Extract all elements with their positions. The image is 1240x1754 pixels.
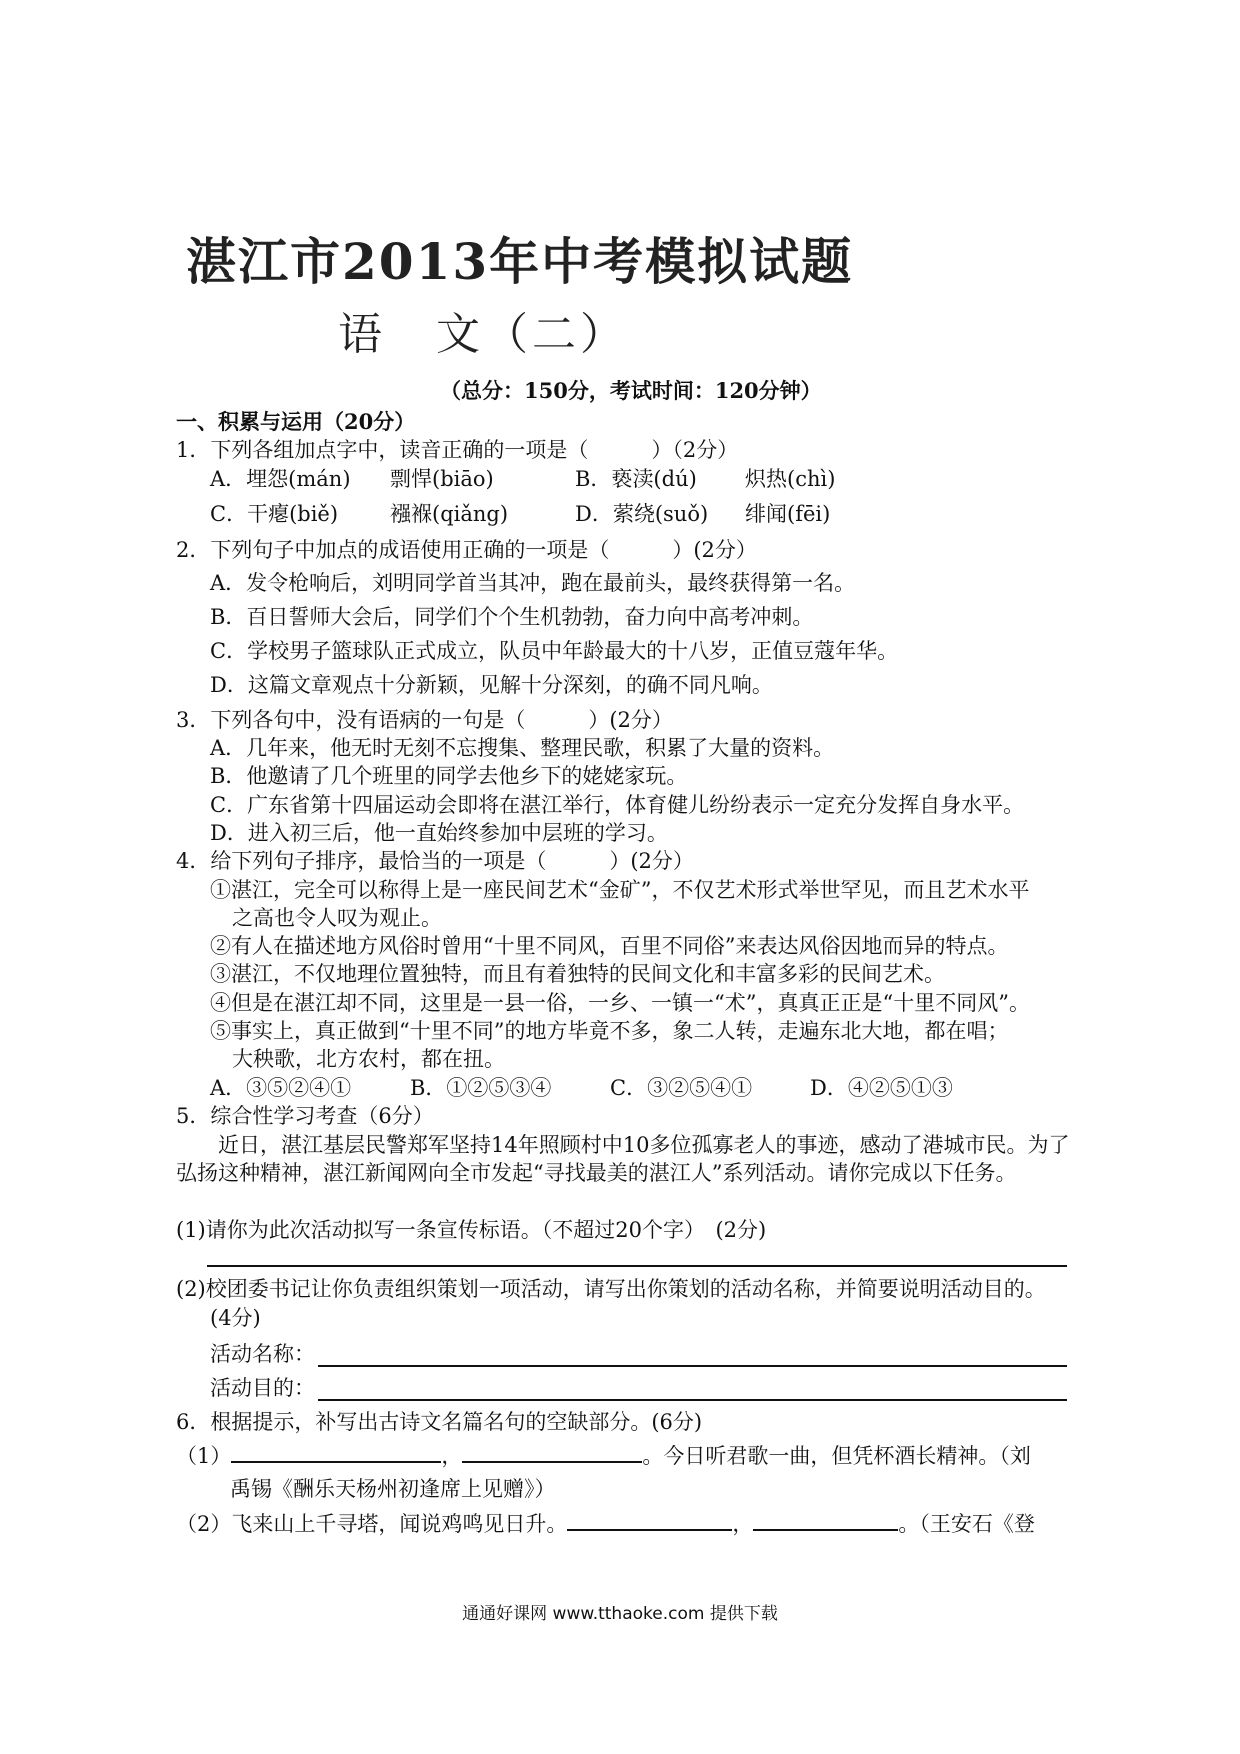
q5-paragraph: 近日，湛江基层民警郑军坚持14年照顾村中10多位孤寡老人的事迹，感动了港城市民。为了弘扬这种精神，湛江新闻网向全市发起“寻找最美的湛江人”系列活动。请你完成以下任务。 [176, 1133, 1070, 1185]
q1-opt-c1: C．干瘪(biě) [210, 502, 339, 526]
q6-item1-cont: 禹锡《酬乐天杨州初逢席上见赠》） [230, 1477, 556, 1501]
q6-item2-blank2[interactable] [753, 1529, 898, 1531]
activity-name-label: 活动名称： [210, 1342, 315, 1366]
exam-meta: （总分：150分，考试时间：120分钟） [440, 378, 822, 403]
q5-sub1-answer-line[interactable] [207, 1265, 1067, 1267]
q4-sentence-1: ①湛江，完全可以称得上是一座民间艺术“金矿”，不仅艺术形式举世罕见，而且艺术水平 [210, 878, 1030, 902]
q5-stem: 5．综合性学习考查（6分） [176, 1104, 434, 1128]
q6-item1-sep: ， [441, 1444, 463, 1468]
q6-item2-tail: 。（王安石《登 [898, 1512, 1035, 1536]
q4-answer-a: A．③⑤②④① [210, 1076, 352, 1100]
q2-stem: 2．下列句子中加点的成语使用正确的一项是（ ）(2分） [176, 538, 757, 562]
q1-stem: 1．下列各组加点字中，读音正确的一项是（ ）（2分） [176, 438, 739, 462]
q4-sentence-4: ④但是在湛江却不同，这里是一县一俗，一乡、一镇一“术”，真真正正是“十里不同风”。 [210, 991, 1030, 1015]
q6-item1 [176, 1442, 1031, 1470]
q2-option-c: C．学校男子篮球队正式成立，队员中年龄最大的十八岁，正值豆蔻年华。 [210, 639, 899, 663]
q4-sentence-5-cont: 大秧歌，北方农村，都在扭。 [232, 1047, 505, 1071]
q1-opt-c2: 襁褓(qiǎng) [390, 502, 509, 526]
q3-option-a: A．几年来，他无时无刻不忘搜集、整理民歌，积累了大量的资料。 [210, 736, 835, 760]
subtitle-part-b: 文（二） [436, 309, 628, 360]
q6-item1-tail: 。今日听君歌一曲，但凭杯酒长精神。（刘 [642, 1444, 1031, 1468]
q1-opt-b2: 炽热(chì) [745, 467, 836, 491]
q6-item2-blank1[interactable] [567, 1529, 732, 1531]
q4-answer-c: C．③②⑤④① [610, 1076, 753, 1100]
q4-answer-b: B．①②⑤③④ [410, 1076, 552, 1100]
q1-row1 [210, 465, 835, 493]
q5-sub2: (2)校团委书记让你负责组织策划一项活动，请写出你策划的活动名称，并简要说明活动目的。 [176, 1277, 1046, 1301]
q4-answers [210, 1074, 953, 1102]
q6-item1-num: （1） [176, 1444, 232, 1468]
exam-subtitle [338, 298, 628, 362]
q1-opt-a2: 剽悍(biāo) [390, 467, 494, 491]
activity-purpose-label: 活动目的： [210, 1376, 315, 1400]
q3-option-c: C．广东省第十四届运动会即将在湛江举行，体育健儿纷纷表示一定充分发挥自身水平。 [210, 793, 1025, 817]
q4-sentence-3: ③湛江，不仅地理位置独特，而且有着独特的民间文化和丰富多彩的民间艺术。 [210, 962, 945, 986]
q6-item1-blank2[interactable] [462, 1461, 642, 1463]
q4-sentence-1-cont: 之高也令人叹为观止。 [232, 906, 442, 930]
subtitle-part-a: 语 [338, 309, 386, 360]
q6-item1-blank1[interactable] [231, 1461, 441, 1463]
q2-option-d: D．这篇文章观点十分新颖，见解十分深刻，的确不同凡响。 [210, 673, 773, 697]
q6-item2 [176, 1510, 1035, 1538]
activity-name-line[interactable] [318, 1365, 1067, 1367]
q3-option-d: D．进入初三后，他一直始终参加中层班的学习。 [210, 821, 668, 845]
q4-sentence-5: ⑤事实上，真正做到“十里不同”的地方毕竟不多，象二人转，走遍东北大地，都在唱； [210, 1019, 1009, 1043]
q2-option-a: A．发令枪响后，刘明同学首当其冲，跑在最前头，最终获得第一名。 [210, 571, 856, 595]
q4-answer-d: D．④②⑤①③ [810, 1076, 953, 1100]
q1-opt-d1: D．萦绕(suǒ) [575, 502, 709, 526]
q4-sentence-2: ②有人在描述地方风俗时曾用“十里不同风，百里不同俗”来表达风俗因地而异的特点。 [210, 934, 1009, 958]
q1-opt-d2: 绯闻(fēi) [745, 502, 831, 526]
section-heading: 一、积累与运用（20分） [176, 409, 416, 434]
page-footer: 通通好课网 www.tthaoke.com 提供下载 [462, 1604, 778, 1624]
q6-item2-sep: ， [732, 1512, 754, 1536]
q4-stem: 4．给下列句子排序，最恰当的一项是（ ）(2分） [176, 849, 694, 873]
q3-option-b: B．他邀请了几个班里的同学去他乡下的姥姥家玩。 [210, 764, 688, 788]
q6-stem: 6．根据提示，补写出古诗文名篇名句的空缺部分。(6分) [176, 1410, 703, 1434]
q1-opt-b1: B．亵渎(dú) [575, 467, 697, 491]
activity-purpose-line[interactable] [318, 1399, 1067, 1401]
q5-sub2-score: (4分) [210, 1306, 261, 1330]
q1-opt-a1: A．埋怨(mán) [210, 467, 351, 491]
q3-stem: 3．下列各句中，没有语病的一句是（ ）(2分） [176, 708, 673, 732]
q6-item2-head: （2）飞来山上千寻塔，闻说鸡鸣见日升。 [176, 1512, 568, 1536]
q2-option-b: B．百日誓师大会后，同学们个个生机勃勃，奋力向中高考冲刺。 [210, 605, 814, 629]
exam-title: 湛江市2013年中考模拟试题 [186, 232, 854, 291]
q1-row2 [210, 500, 830, 528]
q5-sub1: (1)请你为此次活动拟写一条宣传标语。（不超过20个字） (2分) [176, 1218, 767, 1242]
